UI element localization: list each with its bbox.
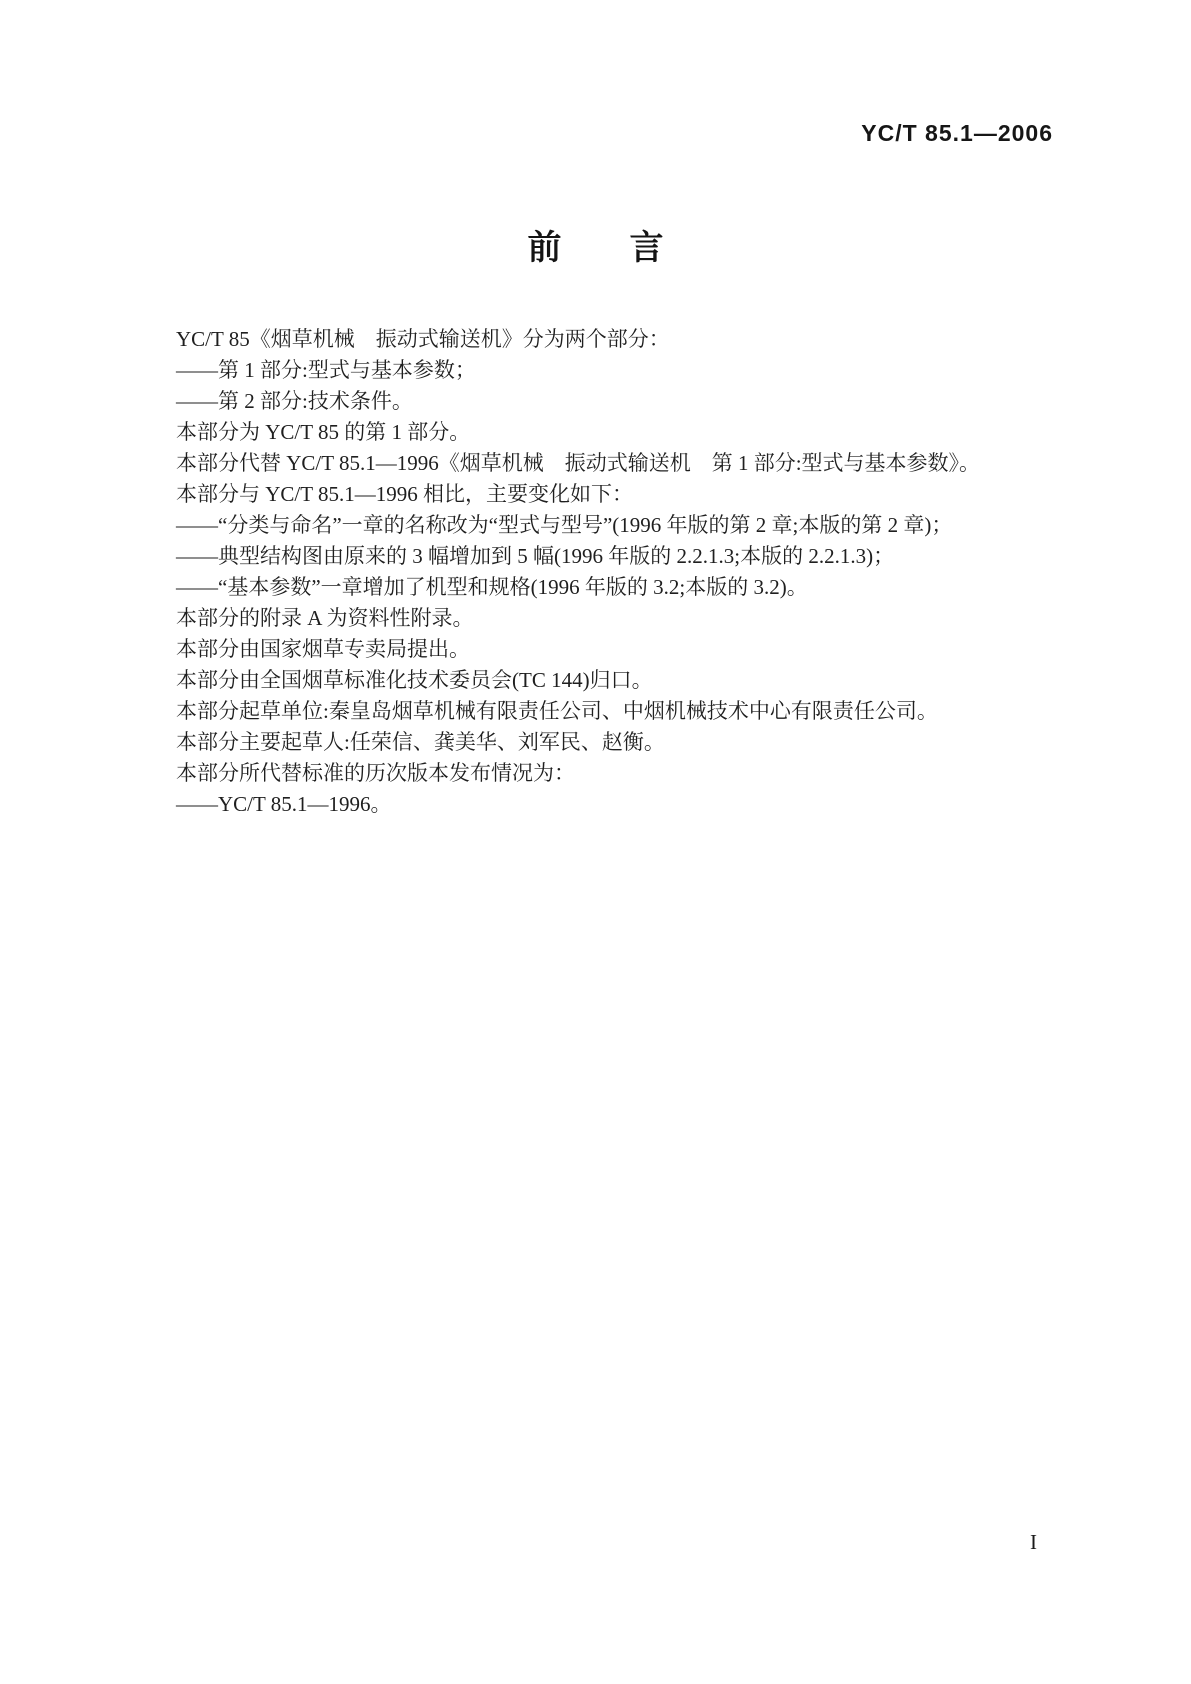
body-line: 本部分主要起草人:任荣信、龚美华、刘军民、赵衡。 [176,730,665,754]
body-line: 本部分由全国烟草标准化技术委员会(TC 144)归口。 [176,668,653,692]
body-line: ——典型结构图由原来的 3 幅增加到 5 幅(1996 年版的 2.2.1.3;本版的 2.2.1.3)； [176,544,895,568]
body-line: 本部分代替 YC/T 85.1—1996《烟草机械 振动式输送机 第 1 部分:型式与基本参数》。 [176,451,981,475]
body-line: 本部分为 YC/T 85 的第 1 部分。 [176,420,471,444]
body-line: ——第 1 部分:型式与基本参数； [176,358,476,382]
body-line: 本部分由国家烟草专卖局提出。 [176,637,470,661]
page-number: I [1030,1530,1037,1554]
body-line: ——“基本参数”一章增加了机型和规格(1996 年版的 3.2;本版的 3.2)。 [176,575,808,599]
foreword-body [176,324,1056,820]
body-line: YC/T 85《烟草机械 振动式输送机》分为两个部分： [176,327,670,351]
doc-code-header: YC/T 85.1—2006 [861,120,1053,146]
body-line: 本部分所代替标准的历次版本发布情况为： [176,761,575,785]
body-line: ——第 2 部分:技术条件。 [176,389,413,413]
page-title: 前 言 [527,229,664,267]
body-line: ——YC/T 85.1—1996。 [176,792,392,816]
body-line: 本部分与 YC/T 85.1—1996 相比，主要变化如下： [176,482,633,506]
body-line: ——“分类与命名”一章的名称改为“型式与型号”(1996 年版的第 2 章;本版的第 2 章)； [176,513,953,537]
body-line: 本部分的附录 A 为资料性附录。 [176,606,474,630]
body-line: 本部分起草单位:秦皇岛烟草机械有限责任公司、中烟机械技术中心有限责任公司。 [176,699,938,723]
